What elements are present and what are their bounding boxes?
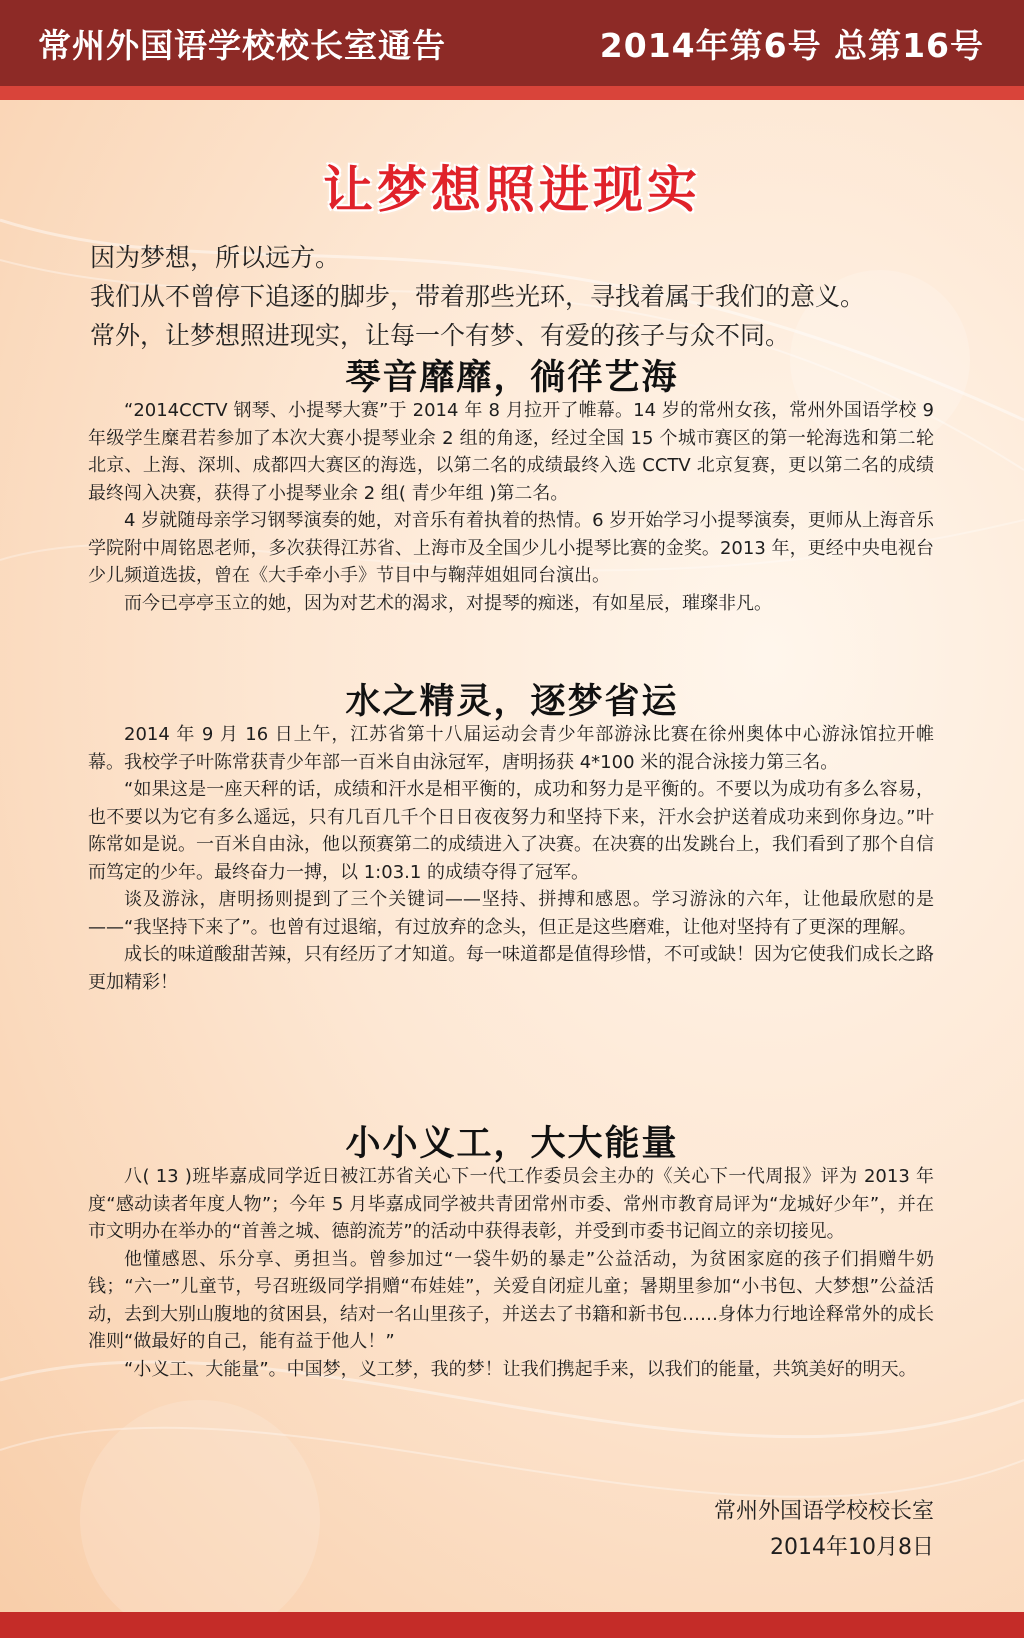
paragraph: “2014CCTV 钢琴、小提琴大赛”于 2014 年 8 月拉开了帷幕。14 岁的常州女孩，常州外国语学校 9 年级学生糜君若参加了本次大赛小提琴业余 2 组的角逐，经过全国 15 个城市赛区的第一轮海选和第二轮北京、上海、深圳、成都四大赛区的海选，以第二名的成绩最终入选 CCTV 北京复赛，更以第二名的成绩最终闯入决赛，获得了小提琴业余 2 组( 青少年组 )第二名。 (88, 400, 934, 504)
footer-bar (0, 1612, 1024, 1638)
section-heading-volunteer: 小小义工，大大能量 (345, 1124, 679, 1164)
paragraph: 4 岁就随母亲学习钢琴演奏的她，对音乐有着执着的热情。6 岁开始学习小提琴演奏，更师从上海音乐学院附中周铭恩老师，多次获得江苏省、上海市及全国少儿小提琴比赛的金奖。2013 年，更经中央电视台少儿频道选拔，曾在《大手牵小手》节目中与鞠萍姐姐同台演出。 (88, 510, 934, 586)
section-body-violin (88, 397, 934, 617)
paragraph: 成长的味道酸甜苦辣，只有经历了才知道。每一味道都是值得珍惜，不可或缺！因为它使我们成长之路更加精彩！ (88, 944, 934, 993)
paragraph: 谈及游泳，唐明扬则提到了三个关键词——坚持、拼搏和感恩。学习游泳的六年，让他最欣慰的是——“我坚持下来了”。也曾有过退缩，有过放弃的念头，但正是这些磨难，让他对坚持有了更深的理解。 (88, 889, 934, 938)
paragraph: “如果这是一座天秤的话，成绩和汗水是相平衡的，成功和努力是平衡的。不要以为成功有多么容易，也不要以为它有多么遥远，只有几百几千个日日夜夜努力和坚持下来，汗水会护送着成功来到你身边。”叶陈常如是说。一百米自由泳，他以预赛第二的成绩进入了决赛。在决赛的出发跳台上，我们看到了那个自信而笃定的少年。最终奋力一搏，以 1:03.1 的成绩夺得了冠军。 (88, 779, 934, 883)
intro-line: 常外，让梦想照进现实，让每一个有梦、有爱的孩子与众不同。 (90, 321, 791, 350)
issue-number: 2014年第6号 总第16号 (599, 26, 984, 65)
intro-line: 因为梦想，所以远方。 (90, 243, 341, 272)
intro-line: 我们从不曾停下追逐的脚步，带着那些光环，寻找着属于我们的意义。 (90, 282, 866, 311)
intro-text (90, 238, 950, 355)
header-bar (0, 0, 1024, 86)
paragraph: “小义工、大能量”。中国梦，义工梦，我的梦！让我们携起手来，以我们的能量，共筑美好的明天。 (124, 1358, 917, 1380)
signature-org: 常州外国语学校校长室 (713, 1499, 934, 1524)
section-heading-violin: 琴音靡靡，徜徉艺海 (345, 358, 679, 398)
section-body-swimming (88, 721, 934, 996)
bulletin-title: 常州外国语学校校长室通告 (38, 26, 446, 65)
paragraph: 他懂感恩、乐分享、勇担当。曾参加过“一袋牛奶的暴走”公益活动，为贫困家庭的孩子们捐赠牛奶钱；“六一”儿童节，号召班级同学捐赠“布娃娃”，关爱自闭症儿童；暑期里参加“小书包、大梦想”公益活动，去到大别山腹地的贫困县，结对一名山里孩子，并送去了书籍和新书包……身体力行地诠释常外的成长准则“做最好的自己，能有益于他人！” (88, 1248, 934, 1352)
paragraph: 八( 13 )班毕嘉成同学近日被江苏省关心下一代工作委员会主办的《关心下一代周报》评为 2013 年度“感动读者年度人物”；今年 5 月毕嘉成同学被共青团常州市委、常州市教育局评为“龙城好少年”，并在市文明办在举办的“首善之城、德韵流芳”的活动中获得表彰，并受到市委书记阎立的亲切接见。 (88, 1166, 934, 1242)
paragraph: 2014 年 9 月 16 日上午，江苏省第十八届运动会青少年部游泳比赛在徐州奥体中心游泳馆拉开帷幕。我校学子叶陈常获青少年部一百米自由泳冠军，唐明扬获 4*100 米的混合泳接力第三名。 (88, 724, 934, 773)
signature-date: 2014年10月8日 (770, 1535, 934, 1560)
section-heading-swimming: 水之精灵，逐梦省运 (345, 682, 679, 722)
header-stripe (0, 86, 1024, 100)
signature-block (714, 1494, 934, 1566)
page-title: 让梦想照进现实 (323, 160, 701, 219)
section-body-volunteer (88, 1163, 934, 1383)
paragraph: 而今已亭亭玉立的她，因为对艺术的渴求，对提琴的痴迷，有如星辰，璀璨非凡。 (124, 592, 772, 614)
